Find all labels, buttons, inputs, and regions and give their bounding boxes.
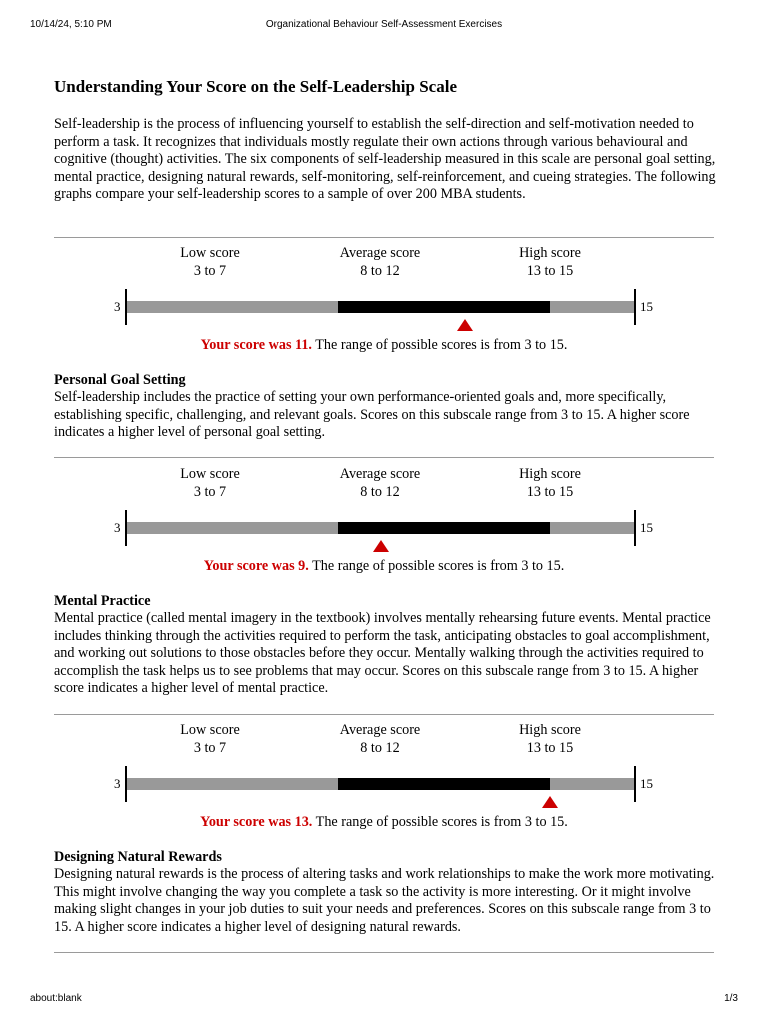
high-band-bar	[550, 301, 634, 313]
scale-max-label: 15	[640, 520, 653, 535]
average-band-bar	[338, 522, 550, 534]
scale-max-label: 15	[640, 299, 653, 314]
high-score-label	[490, 245, 610, 280]
high-score-range: 13 to 15	[526, 262, 574, 279]
score-marker-icon	[457, 319, 473, 331]
low-band-bar	[127, 778, 338, 790]
section-text-mental-practice: Mental practice (called mental imagery in the textbook) involves mentally rehearsing future events. Mental practice includes thinking through the activities required to perform the task, anticipating obstacles to goal accomplishment, and working out solutions to those obstacles before they occur. Mentally walking through the activities required to accomplish the task helps us to see problems that may occur. Scores on this subscale range from 3 to 15. A higher score indicates a higher level of mental practice.	[54, 610, 711, 697]
score-marker-icon	[373, 540, 389, 552]
score-scale-overall	[54, 245, 714, 355]
average-score-range: 8 to 12	[360, 262, 400, 279]
low-score-range: 3 to 7	[193, 262, 227, 279]
high-score-title: High score	[519, 245, 581, 261]
score-scale-personal-goal-setting	[54, 466, 714, 576]
print-datetime: 10/14/24, 5:10 PM	[30, 19, 112, 30]
average-score-label	[320, 722, 440, 757]
average-band-bar	[338, 778, 550, 790]
score-summary	[54, 814, 714, 832]
divider	[54, 237, 714, 238]
low-band-bar	[127, 522, 338, 534]
your-score-text: Your score was 13.	[200, 814, 313, 830]
low-score-range: 3 to 7	[193, 483, 227, 500]
divider	[54, 457, 714, 458]
score-range-text: The range of possible scores is from 3 to 15.	[312, 558, 565, 574]
low-score-title: Low score	[180, 245, 240, 261]
score-scale-mental-practice	[54, 722, 714, 832]
average-score-label	[320, 245, 440, 280]
high-score-title: High score	[519, 466, 581, 482]
section-heading-personal-goal-setting: Personal Goal Setting	[54, 372, 186, 388]
scale-right-tick	[634, 766, 636, 802]
low-score-label	[150, 245, 270, 280]
divider	[54, 952, 714, 953]
low-score-range: 3 to 7	[193, 739, 227, 756]
print-url: about:blank	[30, 993, 82, 1004]
score-marker-icon	[542, 796, 558, 808]
print-title: Organizational Behaviour Self-Assessment Exercises	[265, 19, 503, 30]
low-band-bar	[127, 301, 338, 313]
score-range-text: The range of possible scores is from 3 to 15.	[315, 337, 568, 353]
scale-min-label: 3	[114, 520, 121, 535]
scale-max-label: 15	[640, 776, 653, 791]
section-heading-mental-practice: Mental Practice	[54, 593, 151, 609]
average-score-title: Average score	[339, 722, 421, 738]
divider	[54, 714, 714, 715]
high-score-title: High score	[519, 722, 581, 738]
low-score-title: Low score	[180, 466, 240, 482]
scale-right-tick	[634, 510, 636, 546]
your-score-text: Your score was 9.	[203, 558, 309, 574]
average-score-range: 8 to 12	[360, 483, 400, 500]
score-range-text: The range of possible scores is from 3 to 15.	[315, 814, 568, 830]
low-score-title: Low score	[180, 722, 240, 738]
your-score-text: Your score was 11.	[200, 337, 312, 353]
scale-min-label: 3	[114, 299, 121, 314]
average-band-bar	[338, 301, 550, 313]
score-summary	[54, 558, 714, 576]
high-band-bar	[550, 522, 634, 534]
high-score-label	[490, 722, 610, 757]
section-text-designing-natural-rewards: Designing natural rewards is the process of altering tasks and work relationships to make the work more motivating. This might involve changing the way you complete a task so the activity is more interesting. Or it might involve making slight changes in your job duties to suit your needs and preferences. Scores on this subscale range from 3 to 15. A higher score indicates a higher level of designing natural rewards.	[54, 866, 715, 935]
low-score-label	[150, 466, 270, 501]
scale-min-label: 3	[114, 776, 121, 791]
high-score-range: 13 to 15	[526, 483, 574, 500]
high-band-bar	[550, 778, 634, 790]
average-score-title: Average score	[339, 466, 421, 482]
intro-paragraph: Self-leadership is the process of influencing yourself to establish the self-direction and self-motivation needed to perform a task. It recognizes that individuals mostly regulate their own actions through various behavioural and cognitive (thought) activities. The six components of self-leadership measured in this scale are personal goal setting, mental practice, designing natural rewards, self-monitoring, self-reinforcement, and cueing strategies. The following graphs compare your self-leadership scores to a sample of over 200 MBA students.	[54, 116, 716, 203]
scale-right-tick	[634, 289, 636, 325]
page-title: Understanding Your Score on the Self-Leadership Scale	[54, 77, 457, 96]
average-score-label	[320, 466, 440, 501]
high-score-label	[490, 466, 610, 501]
print-page-number: 1/3	[724, 993, 738, 1004]
score-summary	[54, 337, 714, 355]
average-score-title: Average score	[339, 245, 421, 261]
section-heading-designing-natural-rewards: Designing Natural Rewards	[54, 849, 222, 865]
section-text-personal-goal-setting: Self-leadership includes the practice of setting your own performance-oriented goals and, more specifically, establishing specific, challenging, and relevant goals. Scores on this subscale range from 3 to 15. A higher score indicates a higher level of personal goal setting.	[54, 389, 690, 441]
average-score-range: 8 to 12	[360, 739, 400, 756]
high-score-range: 13 to 15	[526, 739, 574, 756]
low-score-label	[150, 722, 270, 757]
